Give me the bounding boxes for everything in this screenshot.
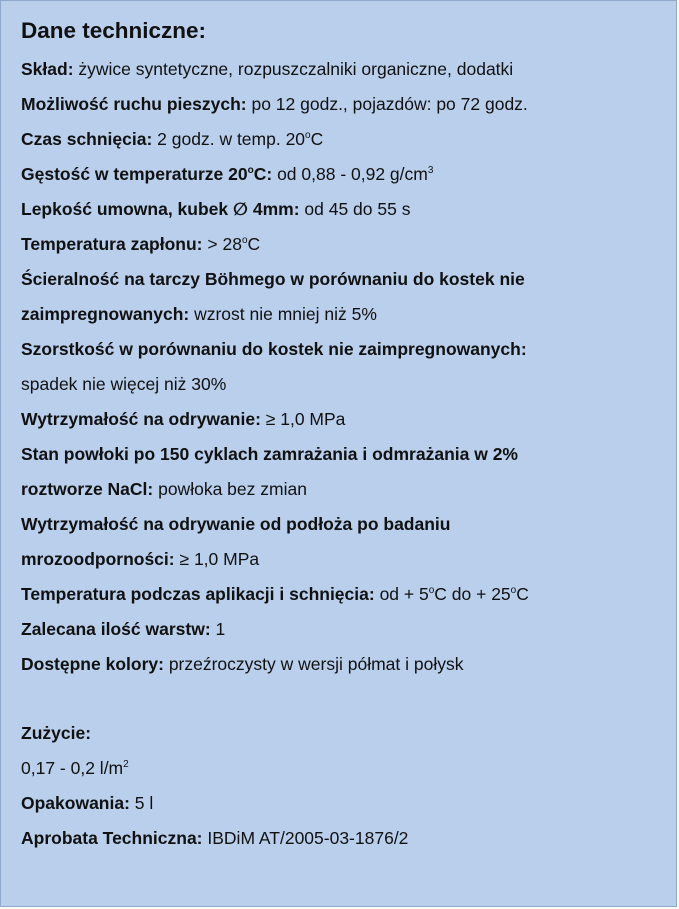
spec-label: Wytrzymałość na odrywanie: — [21, 409, 261, 429]
packaging-value: 5 l — [129, 793, 154, 813]
spec-value: od 45 do 55 s — [299, 199, 411, 219]
spec-layers — [21, 612, 671, 647]
spec-value: C do + 25 — [434, 584, 511, 604]
degree-superscript: o — [241, 235, 248, 246]
section-title: Dane techniczne: — [21, 18, 207, 43]
spec-freeze-thaw-line2 — [21, 472, 671, 507]
spec-label: Ścieralność na tarczy Böhmego w porównaniu do kostek nie — [21, 269, 525, 289]
spec-value: spadek nie więcej niż 30% — [21, 374, 227, 394]
spec-value: 1 — [210, 619, 226, 639]
spec-value: wzrost nie mniej niż 5% — [189, 304, 377, 324]
degree-superscript: o — [510, 585, 517, 596]
spec-label: Skład: — [21, 59, 74, 79]
spec-label: mrozoodporności: — [21, 549, 175, 569]
approval-value: IBDiM AT/2005-03-1876/2 — [202, 828, 409, 848]
spec-value: po 12 godz., pojazdów: po 72 godz. — [246, 94, 528, 114]
spec-value: od + 5 — [374, 584, 429, 604]
packaging-label: Opakowania: — [21, 793, 130, 813]
spec-pull-off-frost-line2 — [21, 542, 671, 577]
usage-value: 0,17 - 0,2 l/m — [21, 758, 124, 778]
spec-label: Temperatura zapłonu: — [21, 234, 203, 254]
spec-label: Lepkość umowna, kubek ∅ 4mm: — [21, 199, 300, 219]
spec-value: 2 godz. w temp. 20 — [152, 129, 306, 149]
spec-label: Czas schnięcia: — [21, 129, 153, 149]
spec-abrasion-line1 — [21, 262, 671, 297]
spec-colors — [21, 647, 671, 682]
spec-abrasion-line2 — [21, 297, 671, 332]
degree-superscript: o — [305, 130, 311, 141]
spec-label: Szorstkość w porównaniu do kostek nie zaimpregnowanych: — [21, 339, 527, 359]
usage-label-row — [21, 716, 671, 751]
spec-roughness-line2 — [21, 367, 671, 402]
spec-density — [21, 157, 671, 192]
spec-value-unit: C — [516, 584, 529, 604]
spec-viscosity — [21, 192, 671, 227]
spacer — [21, 682, 671, 716]
spec-pull-off — [21, 402, 671, 437]
spec-value: przeźroczysty w wersji półmat i połysk — [163, 654, 464, 674]
spec-label: roztworze NaCl: — [21, 479, 154, 499]
packaging-row — [21, 786, 671, 821]
spec-application-temperature — [21, 577, 671, 612]
spec-label: zaimpregnowanych: — [21, 304, 190, 324]
spec-value: ≥ 1,0 MPa — [174, 549, 260, 569]
spec-value: > 28 — [202, 234, 242, 254]
spec-value: żywice syntetyczne, rozpuszczalniki organiczne, dodatki — [73, 59, 514, 79]
spec-label: Gęstość w temperaturze 20$^o$C: — [21, 164, 273, 184]
spec-label: Wytrzymałość na odrywanie od podłoża po badaniu — [21, 514, 451, 534]
spec-value-unit: C — [310, 129, 324, 149]
spec-value: ≥ 1,0 MPa — [260, 409, 346, 429]
spec-composition — [21, 52, 671, 87]
usage-label: Zużycie: — [21, 723, 92, 743]
approval-row — [21, 821, 671, 856]
cubic-superscript: 3 — [427, 165, 434, 176]
degree-superscript: o — [247, 165, 254, 176]
spec-roughness-line1 — [21, 332, 671, 367]
spec-label: Stan powłoki po 150 cyklach zamrażania i odmrażania w 2% — [21, 444, 518, 464]
square-superscript: 2 — [123, 759, 129, 770]
spec-freeze-thaw-line1 — [21, 437, 671, 472]
degree-superscript: o — [428, 585, 435, 596]
approval-label: Aprobata Techniczna: — [21, 828, 203, 848]
spec-traffic — [21, 87, 671, 122]
spec-label: Zalecana ilość warstw: — [21, 619, 211, 639]
technical-data-content — [21, 17, 671, 856]
spec-value: powłoka bez zmian — [153, 479, 307, 499]
spec-label: Temperatura podczas aplikacji i schnięcia: — [21, 584, 375, 604]
spec-value: od 0,88 - 0,92 g/cm — [272, 164, 428, 184]
spec-label: Możliwość ruchu pieszych: — [21, 94, 247, 114]
spec-drying-time — [21, 122, 671, 157]
spec-value-unit: C — [247, 234, 261, 254]
spec-flash-point — [21, 227, 671, 262]
spec-pull-off-frost-line1 — [21, 507, 671, 542]
spec-label: Dostępne kolory: — [21, 654, 164, 674]
usage-value-row — [21, 751, 671, 786]
